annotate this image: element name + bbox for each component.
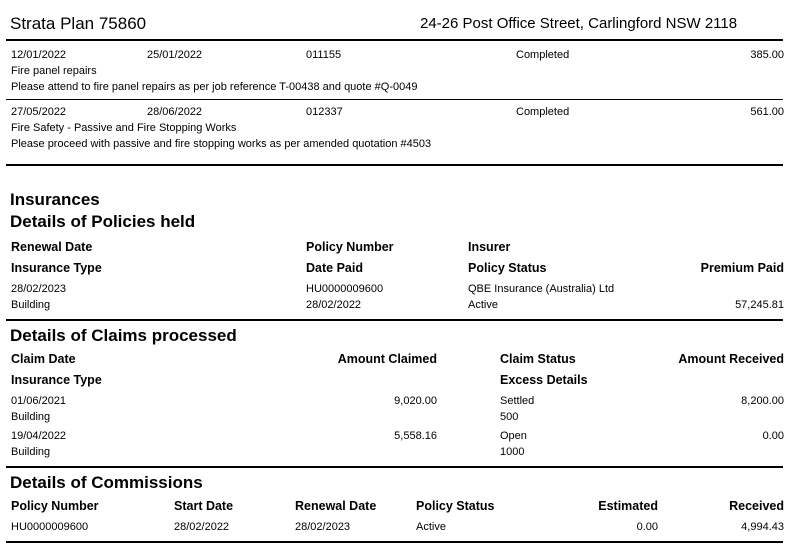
work-orders-end-rule — [6, 164, 783, 166]
work-order-divider — [6, 99, 783, 100]
work-order-date-completed: 25/01/2022 — [147, 49, 203, 61]
claim-excess: 1000 — [500, 446, 525, 458]
work-order-date-completed: 28/06/2022 — [147, 106, 203, 118]
claim-date: 19/04/2022 — [11, 430, 67, 442]
claim-amount-claimed: 5,558.16 — [394, 430, 437, 442]
col-header-premium-paid: Premium Paid — [700, 261, 784, 275]
building-address: 24-26 Post Office Street, Carlingford NSW 2118 — [420, 15, 738, 32]
claims-heading: Details of Claims processed — [10, 326, 237, 345]
claim-amount-received: 8,200.00 — [741, 395, 784, 407]
policy-insurer: QBE Insurance (Australia) Ltd — [468, 283, 615, 295]
claim-excess: 500 — [500, 411, 519, 423]
claims-end-rule — [6, 466, 783, 468]
claim-insurance-type: Building — [11, 411, 51, 423]
policy-renewal-date: 28/02/2023 — [11, 283, 67, 295]
commission-start-date: 28/02/2022 — [174, 521, 230, 533]
claim-date: 01/06/2021 — [11, 395, 67, 407]
col-header-commission-policy-number: Policy Number — [11, 499, 99, 513]
col-header-claim-status: Claim Status — [500, 352, 576, 366]
policies-end-rule — [6, 319, 783, 321]
claim-status: Open — [500, 430, 527, 442]
work-order-number: 012337 — [306, 106, 343, 118]
commission-policy-status: Active — [416, 521, 446, 533]
col-header-start-date: Start Date — [174, 499, 234, 513]
work-order-date-issued: 12/01/2022 — [11, 49, 67, 61]
commissions-heading: Details of Commissions — [10, 473, 203, 492]
col-header-insurance-type: Insurance Type — [11, 261, 102, 275]
work-order-number: 011155 — [306, 49, 342, 61]
header-rule — [6, 39, 783, 41]
col-header-excess-details: Excess Details — [500, 373, 588, 387]
col-header-claim-insurance-type: Insurance Type — [11, 373, 102, 387]
commissions-end-rule — [6, 541, 783, 543]
col-header-renewal-date: Renewal Date — [11, 240, 93, 254]
work-order-status: Completed — [516, 106, 570, 118]
work-order-title: Fire panel repairs — [11, 65, 97, 77]
policies-heading: Details of Policies held — [10, 212, 196, 231]
work-order-title: Fire Safety - Passive and Fire Stopping Works — [11, 122, 237, 134]
col-header-commission-policy-status: Policy Status — [416, 499, 495, 513]
policy-date-paid: 28/02/2022 — [306, 299, 362, 311]
work-order-description: Please attend to fire panel repairs as per job reference T-00438 and quote #Q-0049 — [11, 81, 418, 93]
commission-received: 4,994.43 — [741, 521, 784, 533]
claim-status: Settled — [500, 395, 535, 407]
claim-insurance-type: Building — [11, 446, 51, 458]
work-order-date-issued: 27/05/2022 — [11, 106, 67, 118]
col-header-amount-received: Amount Received — [678, 352, 784, 366]
col-header-policy-number: Policy Number — [306, 240, 394, 254]
commission-renewal-date: 28/02/2023 — [295, 521, 351, 533]
strata-plan-title: Strata Plan 75860 — [10, 14, 147, 33]
work-order-description: Please proceed with passive and fire stopping works as per amended quotation #4503 — [11, 138, 432, 150]
col-header-commission-renewal-date: Renewal Date — [295, 499, 377, 513]
policy-status: Active — [468, 299, 498, 311]
claim-amount-received: 0.00 — [762, 430, 784, 442]
col-header-insurer: Insurer — [468, 240, 511, 254]
col-header-policy-status: Policy Status — [468, 261, 547, 275]
col-header-claim-date: Claim Date — [11, 352, 76, 366]
commission-estimated: 0.00 — [636, 521, 658, 533]
work-order-amount: 561.00 — [750, 106, 784, 118]
col-header-estimated: Estimated — [598, 499, 658, 513]
policy-premium-paid: 57,245.81 — [735, 299, 784, 311]
commission-policy-number: HU0000009600 — [11, 521, 89, 533]
work-order-amount: 385.00 — [750, 49, 784, 61]
insurances-heading: Insurances — [10, 190, 100, 209]
claim-amount-claimed: 9,020.00 — [394, 395, 437, 407]
policy-insurance-type: Building — [11, 299, 51, 311]
col-header-amount-claimed: Amount Claimed — [337, 352, 437, 366]
work-order-status: Completed — [516, 49, 570, 61]
col-header-date-paid: Date Paid — [306, 261, 363, 275]
col-header-received: Received — [729, 499, 784, 513]
policy-number: HU0000009600 — [306, 283, 384, 295]
